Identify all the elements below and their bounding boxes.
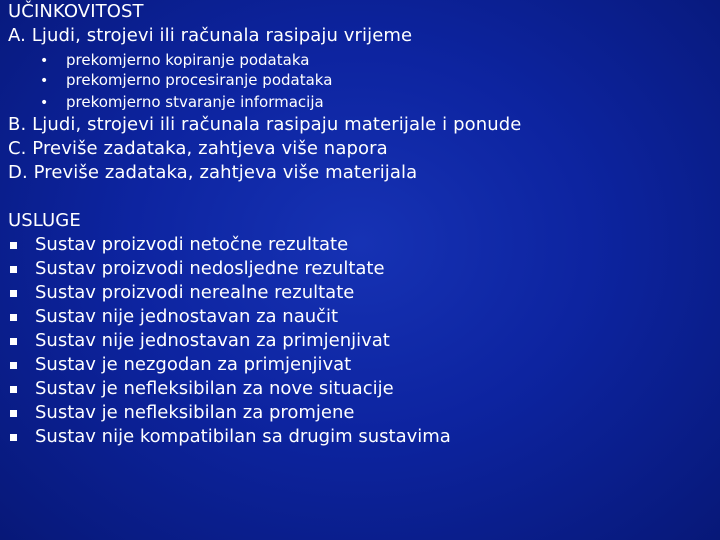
square-bullet-icon (10, 314, 17, 321)
sub-bullet: • (40, 73, 49, 89)
services-list (8, 233, 451, 449)
sub-item (40, 70, 332, 91)
square-bullet-icon (10, 386, 17, 393)
list-item-text: Sustav proizvodi nerealne rezultate (35, 282, 355, 303)
list-item (8, 425, 451, 449)
sub-item-text: prekomjerno procesiranje podataka (66, 71, 333, 89)
item-c: C. Previše zadataka, zahtjeva više napora (8, 138, 388, 159)
sub-item (40, 92, 324, 113)
list-item (8, 401, 451, 425)
sub-item (40, 50, 309, 71)
list-item-text: Sustav nije jednostavan za naučit (35, 306, 339, 327)
sub-item-text: prekomjerno kopiranje podataka (66, 51, 310, 69)
list-item-text: Sustav nije jednostavan za primjenjivat (35, 330, 390, 351)
square-bullet-icon (10, 290, 17, 297)
list-item (8, 257, 451, 281)
list-item-text: Sustav je nezgodan za primjenjivat (35, 354, 352, 375)
heading-usluge: USLUGE (8, 210, 81, 231)
list-item (8, 281, 451, 305)
list-item-text: Sustav je nefleksibilan za promjene (35, 402, 355, 423)
list-item (8, 377, 451, 401)
square-bullet-icon (10, 266, 17, 273)
square-bullet-icon (10, 434, 17, 441)
list-item-text: Sustav proizvodi nedosljedne rezultate (35, 258, 385, 279)
list-item (8, 305, 451, 329)
sub-bullet: • (40, 53, 49, 69)
item-b: B. Ljudi, strojevi ili računala rasipaju materijale i ponude (8, 114, 522, 135)
list-item-text: Sustav nije kompatibilan sa drugim sustavima (35, 426, 451, 447)
list-item (8, 233, 451, 257)
square-bullet-icon (10, 242, 17, 249)
square-bullet-icon (10, 362, 17, 369)
square-bullet-icon (10, 338, 17, 345)
heading-ucinkovitost: UČINKOVITOST (8, 1, 144, 22)
sub-item-text: prekomjerno stvaranje informacija (66, 93, 324, 111)
list-item (8, 329, 451, 353)
square-bullet-icon (10, 410, 17, 417)
item-d: D. Previše zadataka, zahtjeva više materijala (8, 162, 418, 183)
list-item-text: Sustav je nefleksibilan za nove situacije (35, 378, 394, 399)
sub-bullet: • (40, 95, 49, 111)
list-item-text: Sustav proizvodi netočne rezultate (35, 234, 349, 255)
item-a: A. Ljudi, strojevi ili računala rasipaju vrijeme (8, 25, 413, 46)
list-item (8, 353, 451, 377)
